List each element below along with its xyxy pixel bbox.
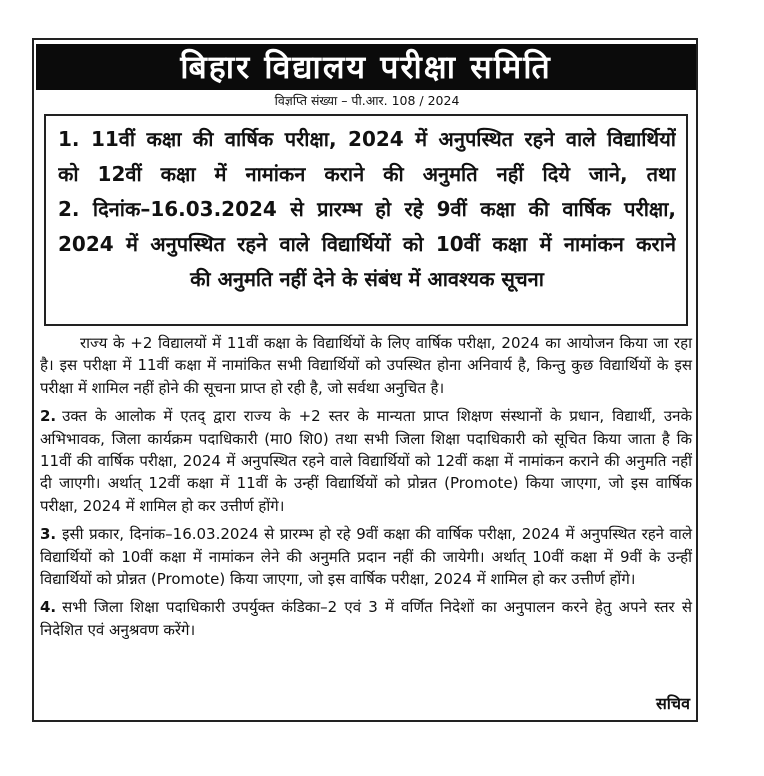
subject-line: 2. दिनांक–16.03.2024 से प्रारम्भ हो रहे 9वीं कक्षा की वार्षिक परीक्षा, bbox=[58, 197, 676, 221]
notice-body bbox=[40, 332, 692, 647]
subject-line: 2024 में अनुपस्थित रहने वाले विद्यार्थियों को 10वीं कक्षा में नामांकन कराने bbox=[58, 232, 676, 256]
subject-line: को 12वीं कक्षा में नामांकन कराने की अनुमति नहीं दिये जाने, तथा bbox=[58, 162, 676, 186]
paragraph-number: 4. bbox=[40, 598, 57, 617]
subject-line: की अनुमति नहीं देने के संबंध में आवश्यक सूचना bbox=[190, 267, 544, 291]
paragraph-4 bbox=[40, 596, 692, 641]
paragraph-text: उक्त के आलोक में एतद् द्वारा राज्य के +2 स्तर के मान्यता प्राप्त शिक्षण संस्थानों के प्रधान, विद्यार्थी, उनके अभिभावक, जिला कार्यक्रम पदाधिकारी (मा0 शि0) तथा सभी जिला शिक्षा पदाधिकारी को सूचित किया जाता है कि 11वीं की वार्षिक परीक्षा, 2024 में अनुपस्थित रहने वाले विद्यार्थियों को 12वीं कक्षा में नामांकन कराने की अनुमति नहीं दी जाएगी। अर्थात् 12वीं कक्षा में 11वीं के उन्हीं विद्यार्थियों को प्रोन्नत (Promote) किया जाएगा, जो इस वार्षिक परीक्षा, 2024 में शामिल हो कर उत्तीर्ण होंगे। bbox=[40, 407, 692, 515]
paragraph-number: 2. bbox=[40, 407, 57, 426]
paragraph-number: 3. bbox=[40, 525, 57, 544]
paragraph-1: राज्य के +2 विद्यालयों में 11वीं कक्षा के विद्यार्थियों के लिए वार्षिक परीक्षा, 2024 का आयोजन किया जा रहा है। इस परीक्षा में 11वीं कक्षा में नामांकित सभी विद्यार्थियों को उपस्थित होना अनिवार्य है, किन्तु कुछ विद्यार्थियों के इस परीक्षा में शामिल नहीं होने की सूचना प्राप्त हो रही है, जो सर्वथा अनुचित है। bbox=[40, 334, 692, 397]
paragraph-text: सभी जिला शिक्षा पदाधिकारी उपर्युक्त कंडिका–2 एवं 3 में वर्णित निदेशों का अनुपालन करने हेतु अपने स्तर से निदेशित एवं अनुश्रवण करेंगे। bbox=[40, 598, 692, 639]
signature: सचिव bbox=[655, 694, 690, 713]
paragraph-2 bbox=[40, 405, 692, 517]
reference-number: विज्ञप्ति संख्या – पी.आर. 108 / 2024 bbox=[274, 93, 460, 108]
paragraph-text: इसी प्रकार, दिनांक–16.03.2024 से प्रारम्भ हो रहे 9वीं कक्षा की वार्षिक परीक्षा, 2024 में अनुपस्थित रहने वाले विद्यार्थियों को 10वीं कक्षा में नामांकन लेने की अनुमति प्रदान नहीं की जायेगी। अर्थात् 10वीं कक्षा में 9वीं के उन्हीं विद्यार्थियों को प्रोन्नत (Promote) किया जाएगा, जो इस वार्षिक परीक्षा, 2024 में शामिल हो कर उत्तीर्ण होंगे। bbox=[40, 525, 692, 589]
board-title: बिहार विद्यालय परीक्षा समिति bbox=[36, 44, 696, 90]
paragraph-3 bbox=[40, 523, 692, 590]
notice-frame bbox=[32, 38, 698, 722]
subject-line: 1. 11वीं कक्षा की वार्षिक परीक्षा, 2024 में अनुपस्थित रहने वाले विद्यार्थियों bbox=[58, 127, 676, 151]
subject-box bbox=[44, 114, 688, 326]
